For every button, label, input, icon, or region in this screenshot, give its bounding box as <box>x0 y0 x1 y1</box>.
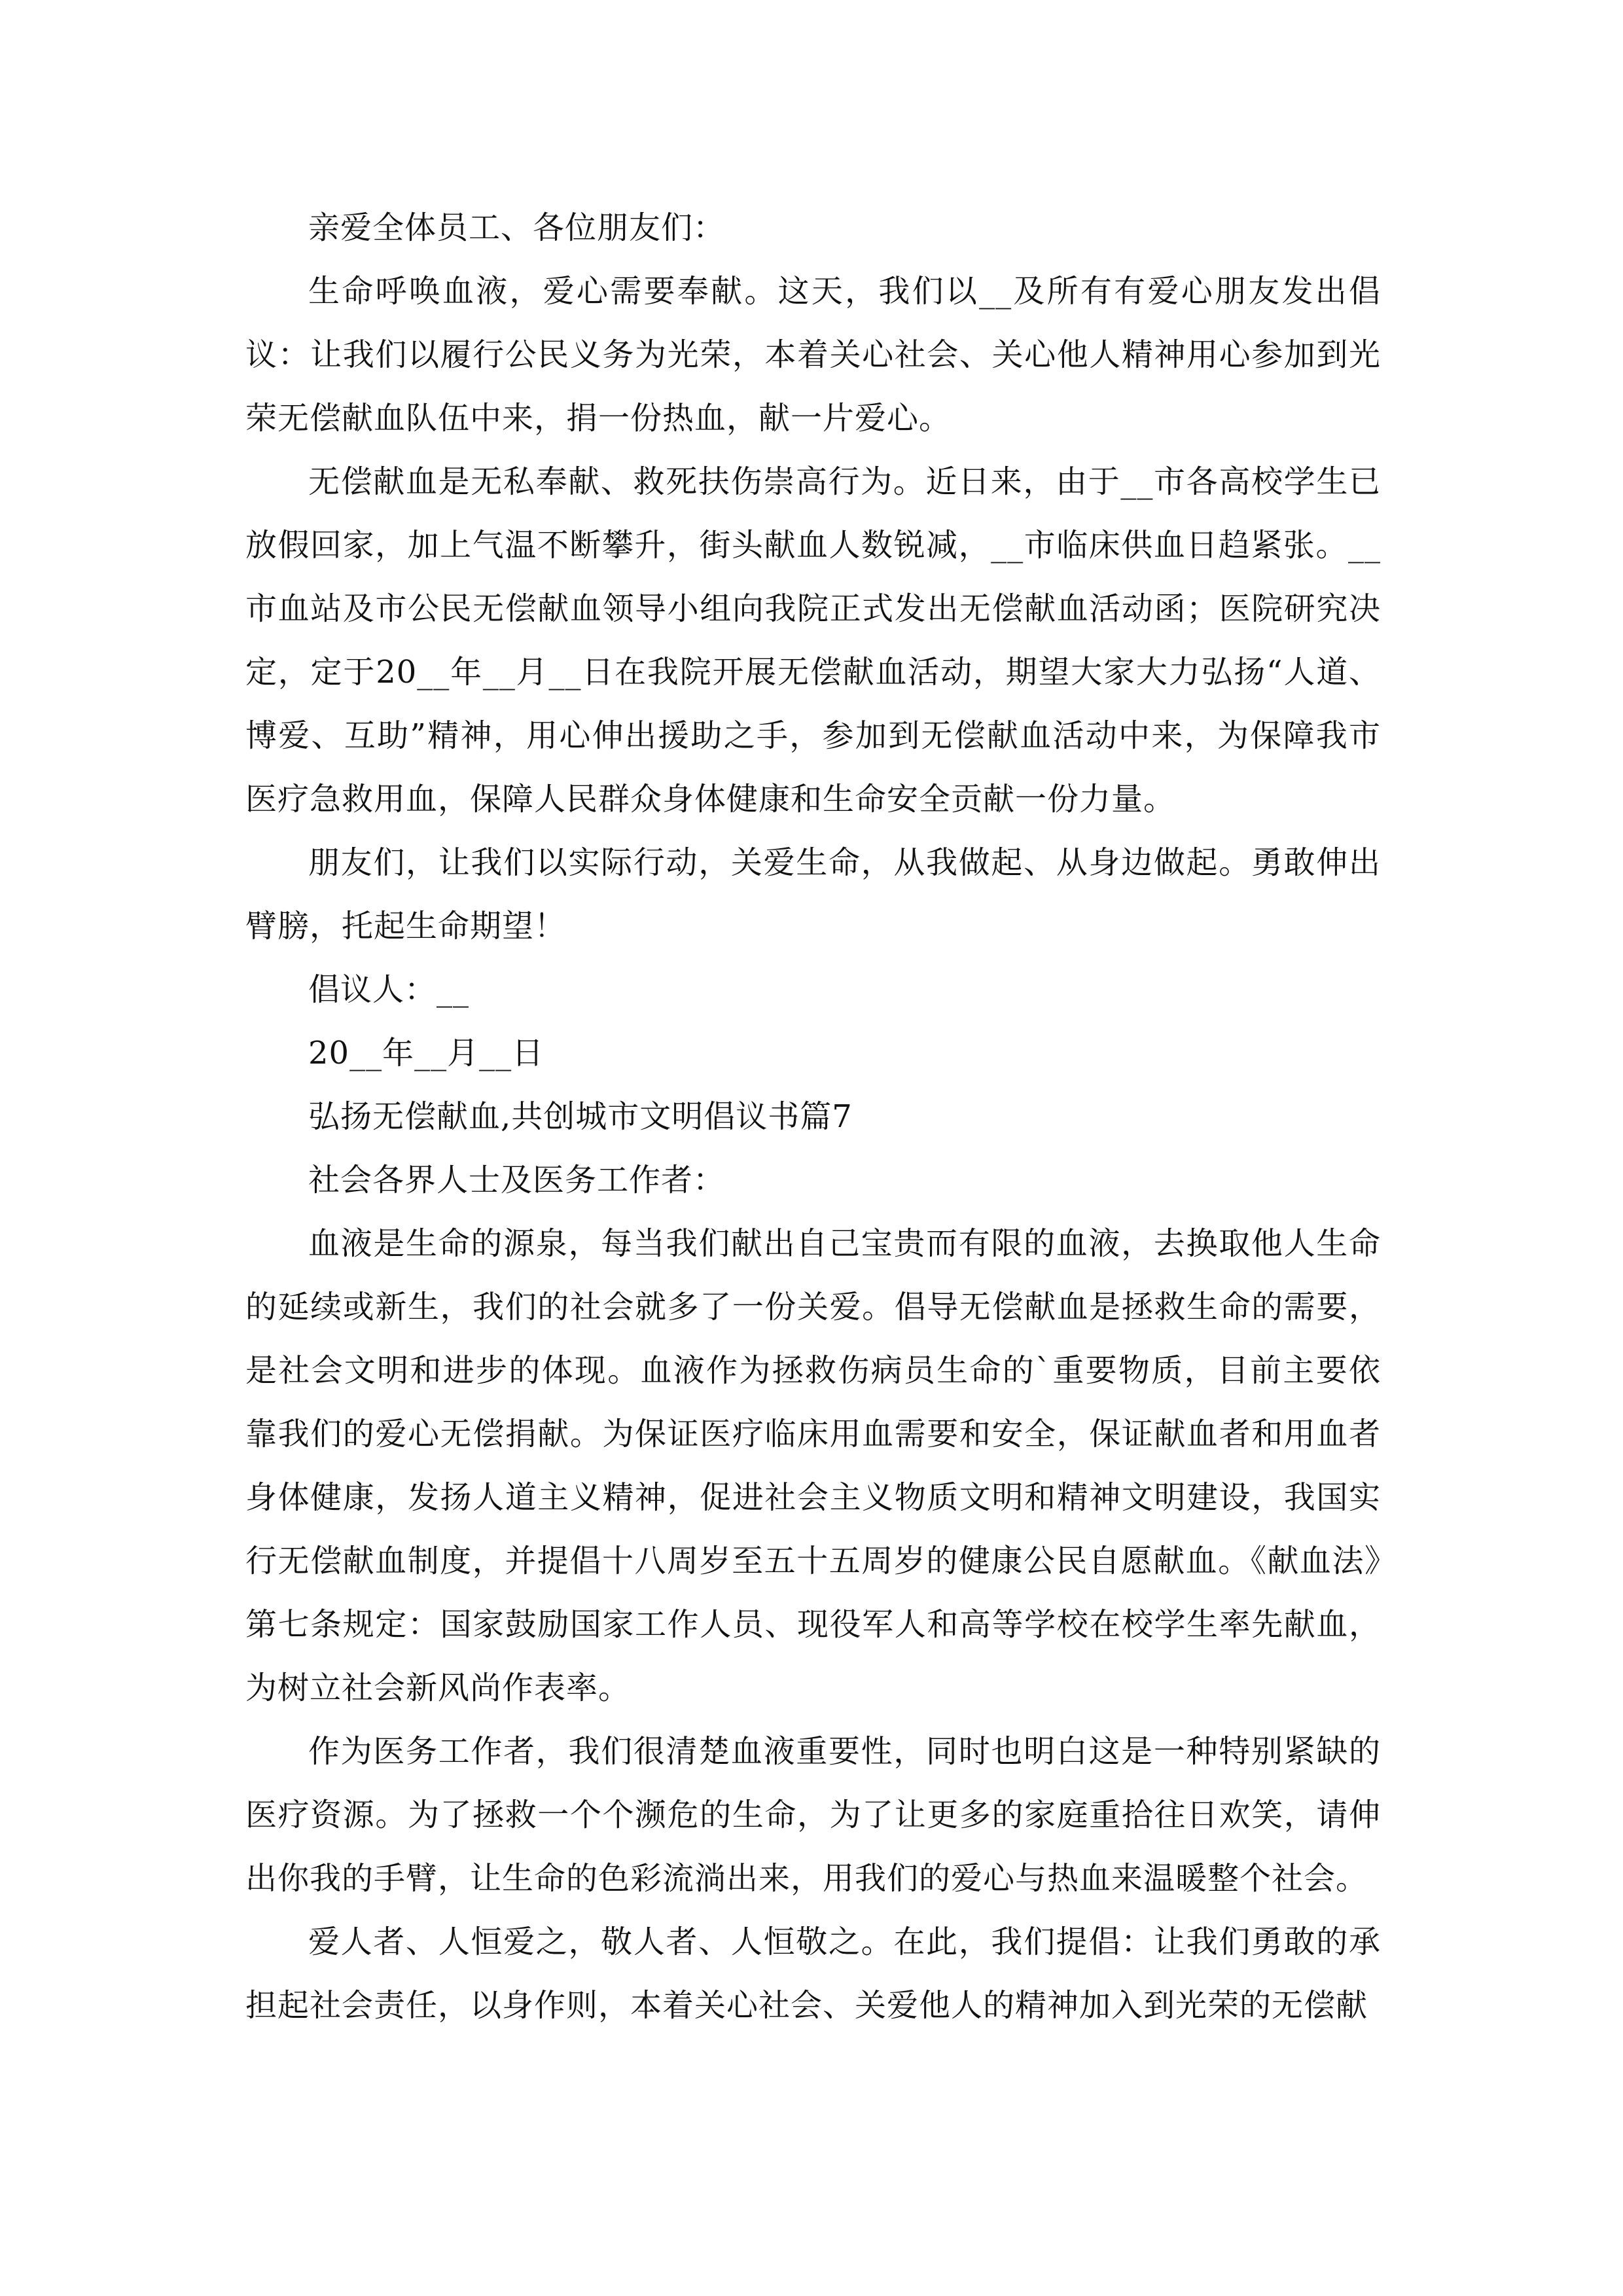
paragraph: 朋友们，让我们以实际行动，关爱生命，从我做起、从身边做起。勇敢伸出臂膀，托起生命期望！ <box>245 844 1381 944</box>
document-body <box>245 196 1381 2037</box>
paragraph: 无偿献血是无私奉献、救死扶伤崇高行为。近日来，由于__市各高校学生已放假回家，加上气温不断攀升，街头献血人数锐减，__市临床供血日趋紧张。__市血站及市公民无偿献血领导小组向我院正式发出无偿献血活动函；医院研究决定，定于20__年__月__日在我院开展无偿献血活动，期望大家大力弘扬“人道、博爱、互助”精神，用心伸出援助之手，参加到无偿献血活动中来，为保障我市医疗急救用血，保障人民群众身体健康和生命安全贡献一份力量。 <box>245 463 1381 817</box>
paragraph: 爱人者、人恒爱之，敬人者、人恒敬之。在此，我们提倡：让我们勇敢的承担起社会责任，以身作则，本着关心社会、关爱他人的精神加入到光荣的无偿献 <box>245 1924 1381 2024</box>
section-title: 弘扬无偿献血,共创城市文明倡议书篇7 <box>308 1098 853 1135</box>
paragraph: 生命呼唤血液，爱心需要奉献。这天，我们以__及所有有爱心朋友发出倡议：让我们以履行公民义务为光荣，本着关心社会、关心他人精神用心参加到光荣无偿献血队伍中来，捐一份热血，献一片爱心。 <box>245 273 1381 437</box>
paragraph: 作为医务工作者，我们很清楚血液重要性，同时也明白这是一种特别紧缺的医疗资源。为了拯救一个个濒危的生命，为了让更多的家庭重拾往日欢笑，请伸出你我的手臂，让生命的色彩流淌出来，用我们的爱心与热血来温暖整个社会。 <box>245 1733 1381 1897</box>
paragraph: 血液是生命的源泉，每当我们献出自己宝贵而有限的血液，去换取他人生命的延续或新生，我们的社会就多了一份关爱。倡导无偿献血是拯救生命的需要，是社会文明和进步的体现。血液作为拯救伤病员生命的`重要物质，目前主要依靠我们的爱心无偿捐献。为保证医疗临床用血需要和安全，保证献血者和用血者身体健康，发扬人道主义精神，促进社会主义物质文明和精神文明建设，我国实行无偿献血制度，并提倡十八周岁至五十五周岁的健康公民自愿献血。《献血法》第七条规定：国家鼓励国家工作人员、现役军人和高等学校在校学生率先献血，为树立社会新风尚作表率。 <box>245 1225 1381 1706</box>
salutation: 社会各界人士及医务工作者： <box>308 1162 726 1198</box>
date-line: 20__年__月__日 <box>308 1035 544 1071</box>
salutation: 亲爱全体员工、各位朋友们： <box>308 209 726 246</box>
signatory-line: 倡议人：__ <box>308 971 470 1008</box>
